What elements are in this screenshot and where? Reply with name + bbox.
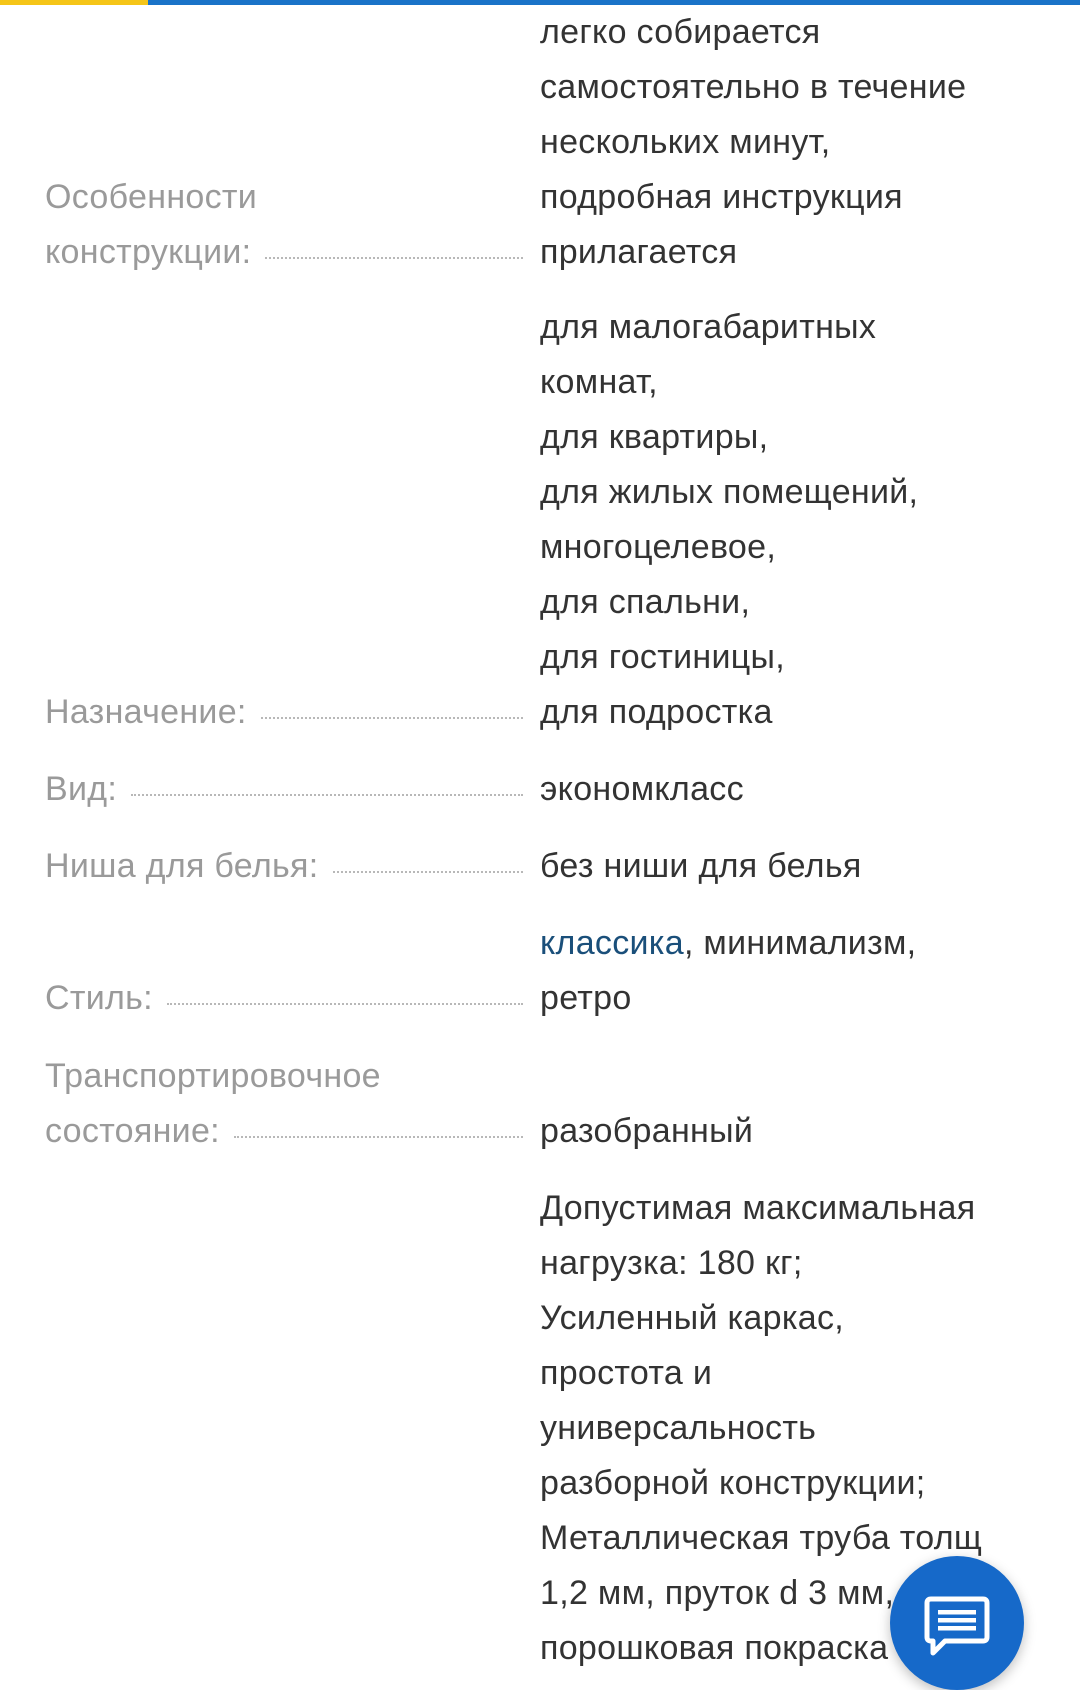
spec-value-type <box>540 762 1060 817</box>
spec-value-line: для квартиры, <box>540 418 769 456</box>
spec-value-line: легко собирается <box>540 13 821 51</box>
spec-value-line: прилагается <box>540 233 738 271</box>
spec-value-line: Металлическая труба толщ <box>540 1519 983 1557</box>
spec-value-line: разборной конструкции; <box>540 1464 926 1502</box>
spec-label-text: Стиль: <box>45 979 153 1017</box>
spec-value-line: для спальни, <box>540 583 751 621</box>
spec-value-line: многоцелевое, <box>540 528 777 566</box>
spec-label-style <box>45 971 523 1026</box>
spec-value-line: для гостиницы, <box>540 638 785 676</box>
spec-label-line <box>45 685 523 740</box>
spec-value-line: Допустимая максимальная <box>540 1189 976 1227</box>
spec-value-line: нескольких минут, <box>540 123 831 161</box>
spec-value-storage <box>540 839 1060 894</box>
style-value-rest: , минимализм, <box>683 924 917 962</box>
spec-value-line: порошковая покраска <box>540 1629 889 1667</box>
spec-value-purpose <box>540 300 1060 740</box>
spec-value-line: Усиленный каркас, <box>540 1299 845 1337</box>
spec-label-text: Назначение: <box>45 693 247 731</box>
spec-value-line: для подростка <box>540 693 773 731</box>
spec-value-line: комнат, <box>540 363 658 401</box>
spec-value-line: экономкласс <box>540 770 744 808</box>
dotted-leader <box>167 1002 523 1005</box>
spec-label-line: Особенности <box>45 178 258 216</box>
dotted-leader <box>131 793 523 796</box>
spec-label-text: конструкции: <box>45 233 252 271</box>
spec-label-type <box>45 762 523 817</box>
spec-value-line: ретро <box>540 979 632 1017</box>
spec-value-line: самостоятельно в течение <box>540 68 967 106</box>
spec-value-line: для жилых помещений, <box>540 473 919 511</box>
spec-label-purpose <box>45 685 523 740</box>
dotted-leader <box>265 256 523 259</box>
spec-value-line: без ниши для белья <box>540 847 862 885</box>
spec-label-storage <box>45 839 523 894</box>
spec-value-line: универсальность <box>540 1409 817 1447</box>
chat-icon <box>923 1591 991 1659</box>
spec-value-line: нагрузка: 180 кг; <box>540 1244 803 1282</box>
dotted-leader <box>333 870 524 873</box>
spec-value-transport <box>540 1104 1060 1159</box>
dotted-leader <box>261 716 523 719</box>
spec-label-line <box>45 225 523 280</box>
spec-label-text: Вид: <box>45 770 118 808</box>
spec-value-line: разобранный <box>540 1112 754 1150</box>
style-classic-link[interactable]: классика <box>540 924 684 962</box>
top-bar-yellow-accent <box>0 0 148 5</box>
spec-label-features <box>45 170 523 280</box>
dotted-leader <box>234 1135 523 1138</box>
spec-label-line <box>45 971 523 1026</box>
spec-value-line: простота и <box>540 1354 713 1392</box>
spec-value-line: для малогабаритных <box>540 308 877 346</box>
spec-label-line <box>45 1104 523 1159</box>
spec-value-style <box>540 916 1060 1026</box>
spec-label-line <box>45 762 523 817</box>
spec-value-line <box>540 916 1060 971</box>
spec-label-line: Транспортировочное <box>45 1057 381 1095</box>
spec-label-text: состояние: <box>45 1112 220 1150</box>
spec-label-line <box>45 839 523 894</box>
spec-value-line: 1,2 мм, пруток d 3 мм, <box>540 1574 895 1612</box>
chat-button[interactable] <box>890 1556 1024 1690</box>
spec-label-text: Ниша для белья: <box>45 847 319 885</box>
spec-value-features <box>540 5 1060 280</box>
spec-label-transport <box>45 1049 523 1159</box>
spec-value-line: подробная инструкция <box>540 178 903 216</box>
